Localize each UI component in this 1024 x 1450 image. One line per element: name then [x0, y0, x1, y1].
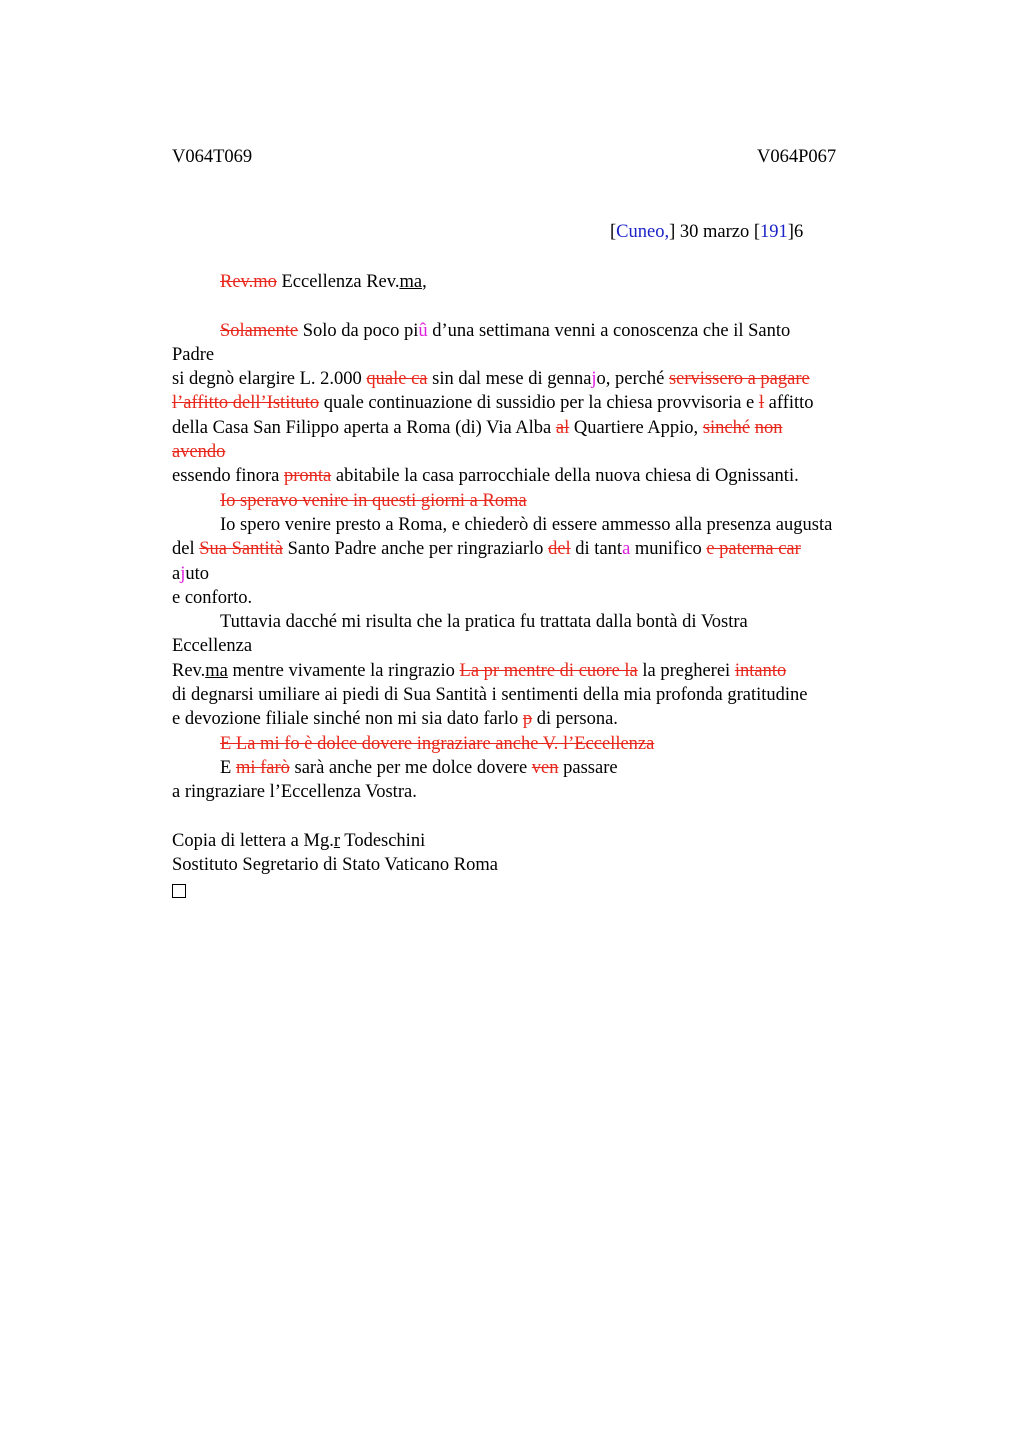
text: munifico	[630, 539, 707, 560]
deleted-text: La pr mentre di cuore la	[459, 660, 638, 681]
paragraph-4-line-2	[172, 756, 912, 780]
inserted-char: j	[180, 563, 186, 584]
paragraph-3-line-5	[172, 707, 912, 731]
deleted-text: servissero a pagare	[668, 369, 810, 390]
copy-note-line-1	[172, 829, 912, 853]
text: la pregherei	[637, 660, 735, 681]
text: e devozione filiale sinché non mi sia dato farlo	[172, 709, 523, 730]
deleted-text: mi farò	[235, 757, 290, 778]
salutation	[172, 270, 912, 294]
deleted-text: pronta	[284, 466, 332, 487]
deleted-text: ven	[531, 757, 559, 778]
copy-note-line-2: Sostituto Segretario di Stato Vaticano Roma	[172, 855, 498, 876]
text: mentre vivamente la ringrazio	[227, 660, 460, 681]
text: affitto	[764, 393, 814, 414]
deleted-text: quale ca	[366, 369, 428, 390]
text: essendo finora	[172, 466, 284, 487]
deleted-text: del	[548, 539, 571, 560]
deleted-text: l	[758, 393, 765, 414]
deleted-text: intanto	[734, 660, 787, 681]
text: a	[172, 563, 181, 584]
text: passare	[558, 757, 618, 778]
underlined-abbrev: ma	[205, 660, 228, 681]
end-marker	[172, 877, 912, 901]
inserted-char: a	[622, 539, 631, 560]
underlined-abbrev: ma	[399, 272, 423, 292]
dateline-bracket: [	[610, 222, 617, 242]
dateline-year-part: 191	[760, 222, 788, 242]
paragraph-2-deleted-line	[172, 489, 912, 513]
text: del	[172, 539, 200, 560]
left-archive-code: V064T069	[172, 147, 253, 167]
text: E	[220, 757, 236, 778]
paragraph-1-line-7	[172, 464, 912, 488]
text: Rev.	[172, 660, 206, 681]
salutation-comma: ,	[422, 272, 427, 292]
paragraph-1-line-3	[172, 367, 912, 391]
square-box-icon	[172, 884, 186, 898]
letter-body	[172, 270, 912, 902]
deleted-text: Rev.mo	[220, 272, 277, 292]
text: d’una settimana venni a conoscenza che il Santo	[427, 320, 791, 341]
text: uto	[185, 563, 209, 584]
paragraph-2-line-3	[172, 537, 912, 561]
text: Quartiere Appio,	[569, 417, 703, 438]
salutation-text: Eccellenza Rev.	[276, 272, 400, 292]
paragraph-2-line-2: Io spero venire presto a Roma, e chiederò di essere ammesso alla presenza augusta	[220, 514, 833, 535]
inserted-char: j	[591, 369, 597, 390]
dateline-place: Cuneo,	[616, 222, 670, 242]
deleted-text: p	[522, 709, 533, 730]
paragraph-2-line-4	[172, 562, 912, 586]
text: Copia di lettera a Mg.	[172, 830, 334, 851]
dateline	[610, 222, 803, 243]
paragraph-3-line-2: Eccellenza	[172, 636, 253, 657]
text: di persona.	[532, 709, 618, 730]
deleted-text: e paterna car	[706, 539, 801, 560]
deleted-text: non	[754, 417, 783, 438]
paragraph-1-line-6	[172, 440, 912, 464]
paragraph-1-line-5	[172, 416, 912, 440]
deleted-text: Sua Santità	[199, 539, 283, 560]
deleted-text: Io speravo venire in questi giorni a Roma	[220, 490, 527, 511]
text: abitabile la casa parrocchiale della nuova chiesa di Ognissanti.	[331, 466, 799, 487]
paragraph-3-line-3	[172, 659, 912, 683]
deleted-text: avendo	[172, 442, 226, 463]
deleted-text: Solamente	[220, 320, 299, 341]
paragraph-1-line-1	[172, 319, 912, 343]
paragraph-4-line-3: a ringraziare l’Eccellenza Vostra.	[172, 782, 417, 803]
text: quale continuazione di sussidio per la chiesa provvisoria e	[319, 393, 759, 414]
text: sarà anche per me dolce dovere	[289, 757, 532, 778]
paragraph-2-line-5: e conforto.	[172, 587, 253, 608]
dateline-year-end: ]6	[787, 222, 804, 242]
text: di tant	[570, 539, 623, 560]
inserted-char: û	[418, 320, 428, 341]
text: della Casa San Filippo aperta a Roma (di) Via Alba	[172, 417, 556, 438]
text: sin dal mese di genna	[427, 369, 592, 390]
text: si degnò elargire L. 2.000	[172, 369, 367, 390]
text: o, perché	[596, 369, 669, 390]
right-archive-code: V064P067	[757, 147, 837, 167]
paragraph-1-line-4	[172, 391, 912, 415]
deleted-text: E La mi fo è dolce dovere ingraziare anche V. l’Eccellenza	[220, 733, 655, 754]
text: Todeschini	[340, 830, 426, 851]
text: Solo da poco pi	[298, 320, 419, 341]
dateline-date: ] 30 marzo [	[669, 222, 761, 242]
deleted-text: al	[555, 417, 570, 438]
deleted-text: l’affitto dell’Istituto	[172, 393, 320, 414]
text: Santo Padre anche per ringraziarlo	[283, 539, 549, 560]
deleted-text: sinché	[702, 417, 751, 438]
paragraph-1-line-2: Padre	[172, 344, 215, 365]
paragraph-3-line-1: Tuttavia dacché mi risulta che la pratica fu trattata dalla bontà di Vostra	[220, 612, 748, 633]
paragraph-3-line-4: di degnarsi umiliare ai piedi di Sua Santità i sentimenti della mia profonda gratitudine	[172, 685, 808, 706]
paragraph-4-deleted-line	[172, 732, 912, 756]
underlined-abbrev: r	[333, 830, 341, 851]
